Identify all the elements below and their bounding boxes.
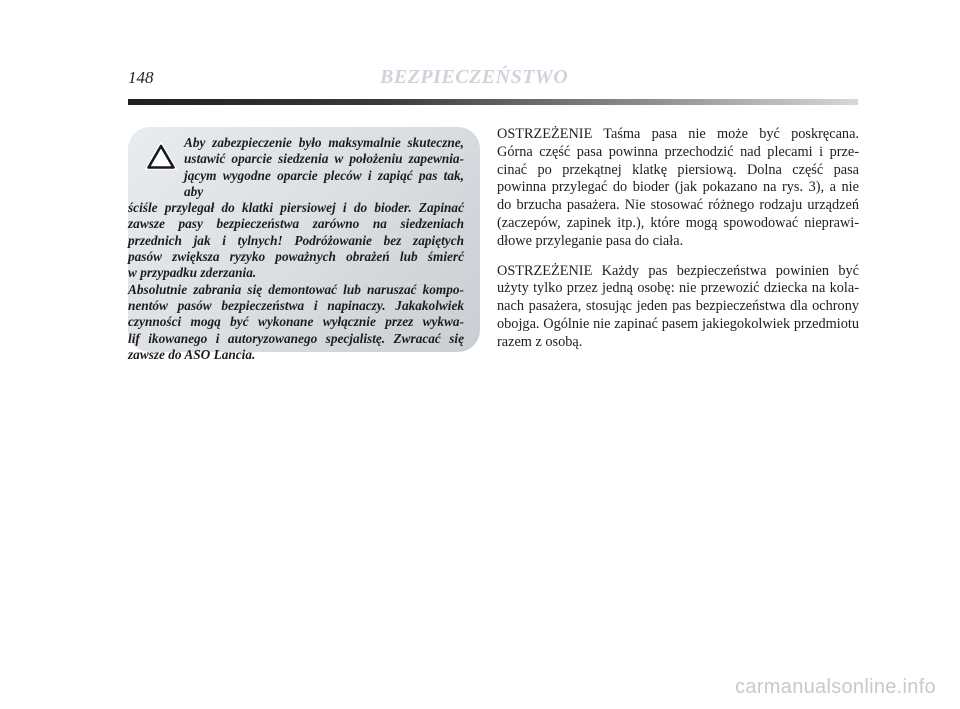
paragraph-line: dłowe przyleganie pasa do ciała. xyxy=(497,232,684,249)
header-rule xyxy=(128,99,858,105)
paragraph-line: użyty tylko przez jedną osobę: nie przewozić dziecka na kola- xyxy=(497,280,859,297)
paragraph-line: powinna przylegać do bioder (jak pokazano na rys. 3), a nie xyxy=(497,179,859,196)
warning-line: lif ikowanego i autoryzowanego specjalistę. Zwracać się xyxy=(128,330,464,346)
warning-line: zawsze pasy bezpieczeństwa zarówno na siedzeniach xyxy=(128,216,464,232)
page-number: 148 xyxy=(128,68,154,87)
paragraph-line: OSTRZEŻENIE Taśma pasa nie może być poskręcana. xyxy=(497,126,859,142)
paragraph-line: do brzucha pasażera. Nie stosować różnego rodzaju urządzeń xyxy=(497,197,859,214)
paragraph-line: cinać po przekątnej klatkę piersiową. Dolna część pasa xyxy=(497,161,859,178)
watermark: carmanualsonline.info xyxy=(735,676,936,698)
warning-line: czynności mogą być wykonane wyłącznie przez wykwa- xyxy=(128,314,464,330)
warning-line: nentów pasów bezpieczeństwa i napinaczy. Jakakolwiek xyxy=(128,297,464,313)
paragraph-line: razem z osobą. xyxy=(497,333,583,350)
warning-line: Aby zabezpieczenie było maksymalnie skuteczne, xyxy=(184,135,464,150)
warning-line: ściśle przylegał do klatki piersiowej i do bioder. Zapinać xyxy=(128,200,464,216)
warning-line: pasów zwiększa ryzyko poważnych obrażeń lub śmierć xyxy=(128,249,464,265)
warning-box xyxy=(128,127,480,362)
paragraph-belt-twist xyxy=(497,126,859,251)
warning-line: przednich jak i tylnych! Podróżowanie bez zapiętych xyxy=(128,232,464,248)
paragraph-line: OSTRZEŻENIE Każdy pas bezpieczeństwa powinien być xyxy=(497,262,859,279)
warning-line: w przypadku zderzania. xyxy=(128,265,257,281)
warning-text xyxy=(128,135,480,363)
body-text xyxy=(497,126,859,364)
paragraph-line: nach pasażera, stosując jeden pas bezpieczeństwa dla ochrony xyxy=(497,298,859,315)
warning-line: jącym wygodne oparcie pleców i zapiąć pas tak, aby xyxy=(184,167,464,199)
warning-line: zawsze do ASO Lancia. xyxy=(128,346,256,362)
warning-line: ustawić oparcie siedzenia w położeniu zapewnia- xyxy=(184,151,464,167)
warning-line: Absolutnie zabrania się demontować lub naruszać kompo- xyxy=(128,281,464,297)
paragraph-line: Górna część pasa powinna przechodzić nad plecami i prze- xyxy=(497,143,859,160)
paragraph-one-person xyxy=(497,263,859,352)
paragraph-line: (zaczepów, zapinek itp.), które mogą spowodować nieprawi- xyxy=(497,214,859,231)
paragraph-line: obojga. Ogólnie nie zapinać pasem jakiegokolwiek przedmiotu xyxy=(497,315,859,332)
section-title: BEZPIECZEŃSTWO xyxy=(380,66,569,88)
